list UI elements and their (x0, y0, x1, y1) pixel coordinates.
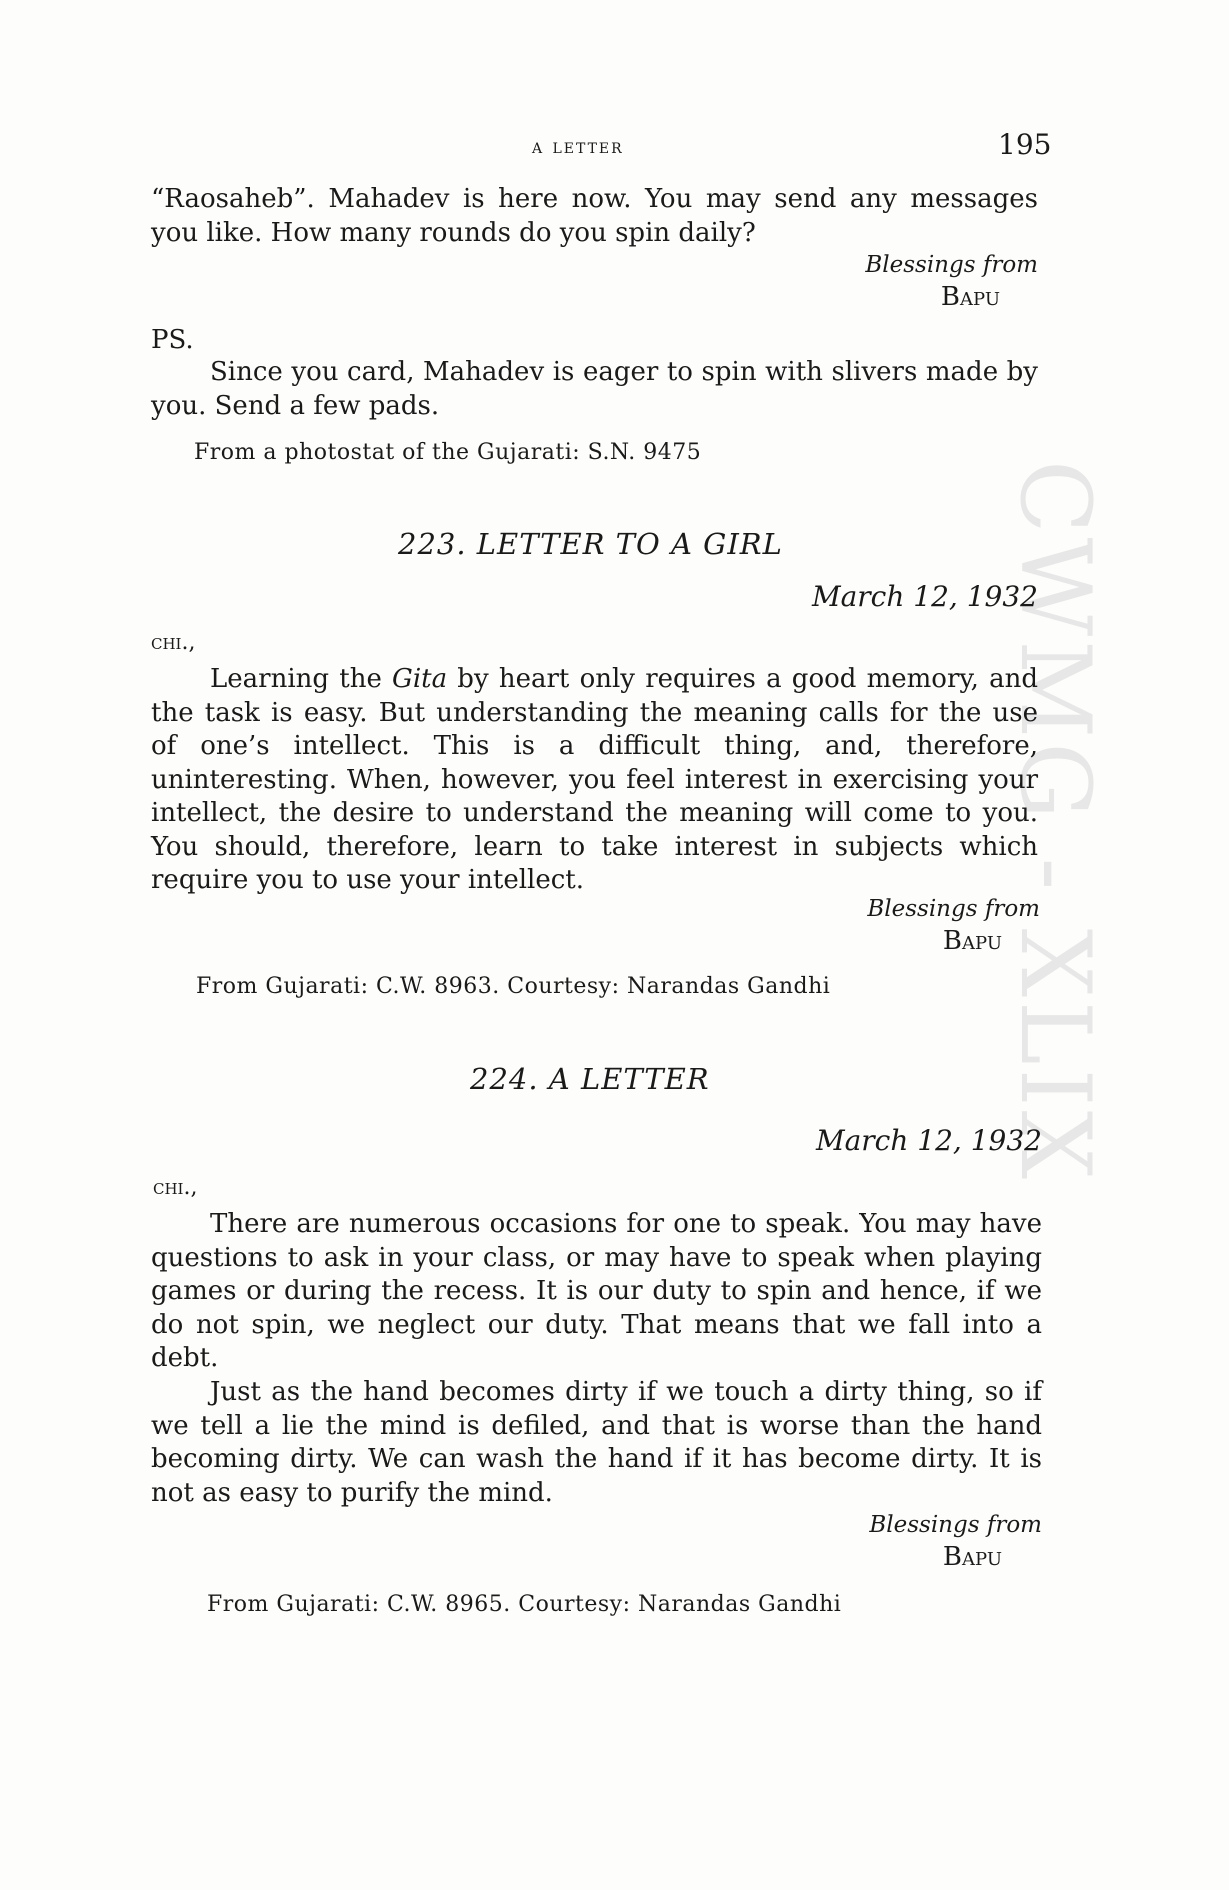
ps-label: PS. (151, 325, 194, 355)
ps-paragraph: Since you card, Mahadev is eager to spin with slivers made by you. Send a few pads. (151, 357, 1038, 421)
running-title: a letter (532, 134, 624, 158)
signature-bapu: Bapu (942, 1542, 1002, 1572)
closing-blessings: Blessings from (869, 1512, 1042, 1538)
page-number: 195 (998, 128, 1052, 161)
closing-blessings: Blessings from (867, 896, 1040, 922)
source-citation: From Gujarati: C.W. 8965. Courtesy: Narandas Gandhi (207, 1592, 842, 1617)
letter-date: March 12, 1932 (815, 1124, 1042, 1157)
signature-bapu: Bapu (942, 926, 1002, 956)
watermark: CWMG - XLIX (999, 460, 1111, 1183)
letter-body-paragraph-1: There are numerous occasions for one to speak. You may have questions to ask in your class, or may have to speak when playing games or during the recess. It is our duty to spin and hence, if we do not spin, we neglect our duty. That means that we fall into a debt. (151, 1209, 1042, 1373)
letter-title: 224. A LETTER (470, 1062, 710, 1096)
body-italic-gita: Gita (392, 664, 448, 694)
source-citation: From a photostat of the Gujarati: S.N. 9475 (194, 440, 702, 465)
continuation-paragraph: “Raosaheb”. Mahadev is here now. You may send any messages you like. How many rounds do you spin daily? (151, 184, 1038, 248)
letter-title: 223. LETTER TO A GIRL (398, 527, 783, 561)
salutation: chi., (151, 630, 196, 655)
letter-body (151, 663, 1038, 898)
closing-blessings: Blessings from (865, 252, 1038, 278)
salutation: chi., (153, 1175, 198, 1200)
signature-bapu: Bapu (940, 282, 1000, 312)
letter-body-paragraph-2: Just as the hand becomes dirty if we touch a dirty thing, so if we tell a lie the mind is defiled, and that is worse than the hand becoming dirty. We can wash the hand if it has become dirty. It is not as easy to purify the mind. (151, 1377, 1042, 1508)
letter-date: March 12, 1932 (811, 580, 1038, 613)
body-text-start: Learning the (210, 664, 393, 694)
source-citation: From Gujarati: C.W. 8963. Courtesy: Narandas Gandhi (196, 974, 831, 999)
body-text-rest: by heart only requires a good memory, and the task is easy. But understanding the meaning calls for the use of one’s intellect. This is a difficult thing, and, therefore, uninteresting. When, however, you feel interest in exercising your intellect, the desire to understand the meaning will come to you. You should, therefore, learn to take interest in subjects which require you to use your intellect. (151, 664, 1038, 895)
